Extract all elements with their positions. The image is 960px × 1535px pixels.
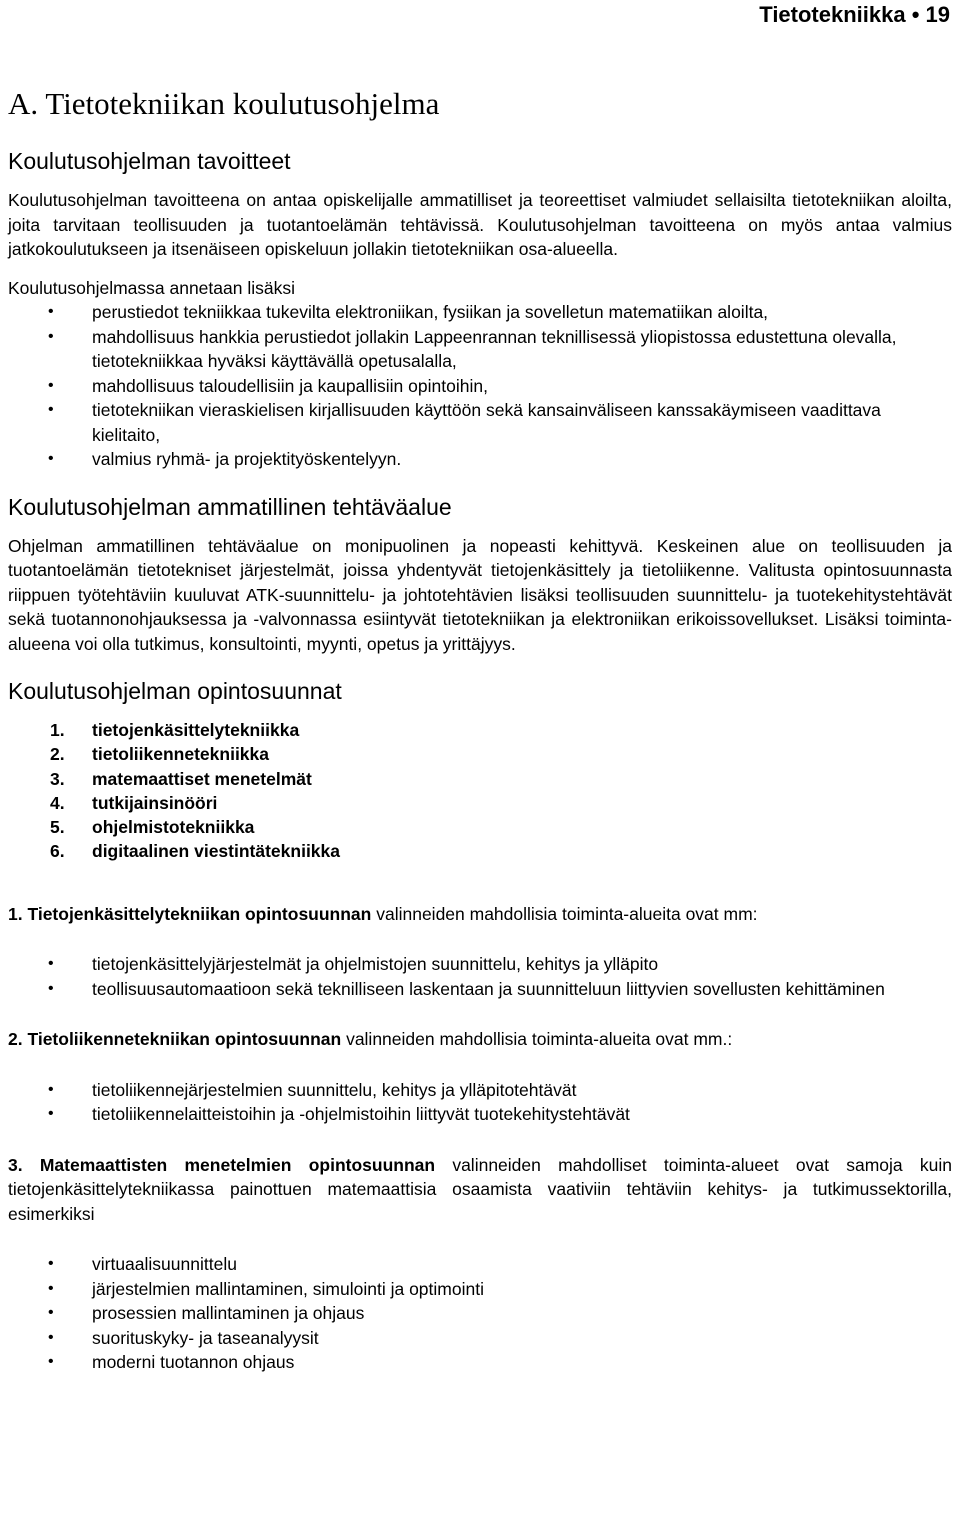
directions-list <box>8 718 952 864</box>
direction-3-list <box>8 1252 952 1375</box>
bullet-icon: • <box>48 1279 54 1297</box>
direction-1-intro: 1. Tietojenkäsittelytekniikan opintosuunnan valinneiden mahdollisia toiminta-alueita ovat mm: <box>8 903 758 924</box>
page-content <box>8 84 952 1375</box>
direction-1-list <box>8 952 952 1001</box>
goals-list <box>8 300 952 472</box>
list-item: • tietotekniikan vieraskielisen kirjallisuuden käyttöön sekä kansainväliseen kanssakäymiseen vaadittava kielitaito, <box>48 400 881 445</box>
list-item: • tietoliikennelaitteistoihin ja -ohjelmistoihin liittyvät tuotekehitystehtävät <box>8 1102 952 1127</box>
bullet-icon: • <box>48 303 54 320</box>
direction-2-list <box>8 1078 952 1127</box>
bullet-icon: • <box>48 376 54 394</box>
bullet-icon: • <box>48 1105 54 1123</box>
list-item: • suorituskyky- ja taseanalyysit <box>8 1326 952 1351</box>
bullet-icon: • <box>48 955 54 973</box>
bullet-icon: • <box>48 401 54 418</box>
bullet-icon: • <box>48 1353 54 1371</box>
list-item: 2. tietoliikennetekniikka <box>50 744 270 765</box>
section-heading-goals: Koulutusohjelman tavoitteet <box>8 148 291 174</box>
page-title: A. Tietotekniikan koulutusohjelma <box>8 86 440 121</box>
bullet-icon: • <box>48 450 54 467</box>
list-item: • järjestelmien mallintaminen, simulointi ja optimointi <box>8 1277 952 1302</box>
list-item: • mahdollisuus taloudellisiin ja kaupallisiin opintoihin, <box>8 374 952 399</box>
list-item: 6. digitaalinen viestintätekniikka <box>50 841 340 862</box>
list-item: 4. tutkijainsinööri <box>50 792 218 813</box>
list-item: • valmius ryhmä- ja projektityöskentelyyn. <box>8 447 952 472</box>
goals-paragraph: Koulutusohjelman tavoitteena on antaa opiskelijalle ammatilliset ja teoreettiset valmiudet sellaisilta tietotekniikan aloilta, joita tarvitaan teollisuuden ja tuotantoelämän tehtävissä. Koulutusohjelman tavoitteena on myös antaa valmius jatkokoulutukseen ja itsenäiseen opiskeluun jollakin tietotekniikan osa-alueella. <box>8 190 952 259</box>
bullet-icon: • <box>48 1255 54 1273</box>
list-item: • teollisuusautomaatioon sekä teknilliseen laskentaan ja suunnitteluun liittyvien sovellusten kehittäminen <box>8 977 952 1002</box>
list-item: • tietojenkäsittelyjärjestelmät ja ohjelmistojen suunnittelu, kehitys ja ylläpito <box>8 952 952 977</box>
list-item: • moderni tuotannon ohjaus <box>8 1350 952 1375</box>
bullet-icon: • <box>48 1304 54 1322</box>
direction-2-intro: 2. Tietoliikennetekniikan opintosuunnan valinneiden mahdollisia toiminta-alueita ovat mm.: <box>8 1029 733 1050</box>
bullet-icon: • <box>48 327 54 345</box>
goals-intro: Koulutusohjelmassa annetaan lisäksi <box>8 277 295 298</box>
bullet-icon: • <box>48 1080 54 1098</box>
professional-paragraph: Ohjelman ammatillinen tehtäväalue on monipuolinen ja nopeasti kehittyvä. Keskeinen alue on teollisuuden ja tuotantoelämän tietotekniset järjestelmät, joissa yhdentyvät tietojenkäsittely ja tietoliikenne. Valitusta opintosuunnasta riippuen työtehtäviin kuuluvat ATK-suunnittelu- ja johtotehtävien lisäksi teollisuuden suunnittelu- ja tuotekehitystehtävät sekä tuotannonohjauksessa ja -valvonnassa esiintyvät tietotekniikan ja elektroniikan erikoissovellukset. Lisäksi toiminta-alueena voi olla tutkimus, konsultointi, myynti, opetus ja yrittäjyys. <box>8 535 952 654</box>
section-heading-professional: Koulutusohjelman ammatillinen tehtäväalue <box>8 493 452 520</box>
bullet-icon: • <box>48 1328 54 1346</box>
running-header: Tietotekniikka • 19 <box>759 2 950 27</box>
bullet-icon: • <box>48 979 54 997</box>
list-item: • tietoliikennejärjestelmien suunnittelu, kehitys ja ylläpitotehtävät <box>8 1078 952 1103</box>
list-item: 1. tietojenkäsittelytekniikka <box>50 720 300 740</box>
list-item: • perustiedot tekniikkaa tukevilta elektroniikan, fysiikan ja sovelletun matematiikan aloilta, <box>8 300 952 325</box>
list-item: • prosessien mallintaminen ja ohjaus <box>8 1301 952 1326</box>
section-heading-directions: Koulutusohjelman opintosuunnat <box>8 678 342 704</box>
list-item: 5. ohjelmistotekniikka <box>50 817 255 838</box>
list-item: 3. matemaattiset menetelmät <box>50 768 312 789</box>
list-item: • virtuaalisuunnittelu <box>8 1252 952 1277</box>
list-item: • mahdollisuus hankkia perustiedot jollakin Lappeenrannan teknillisessä yliopistossa edustettuna olevalla, tietotekniikkaa hyväksi käyttävällä opetusalalla, <box>48 326 897 371</box>
direction-3-intro: 3. Matemaattisten menetelmien opintosuunnan valinneiden mahdolliset toiminta-alueet ovat samoja kuin tietojenkäsittelytekniikassa painottuen matemaattisia osaamista vaativiin tehtäviin kehitys- ja tutkimussektorilla, esimerkiksi <box>8 1154 952 1224</box>
